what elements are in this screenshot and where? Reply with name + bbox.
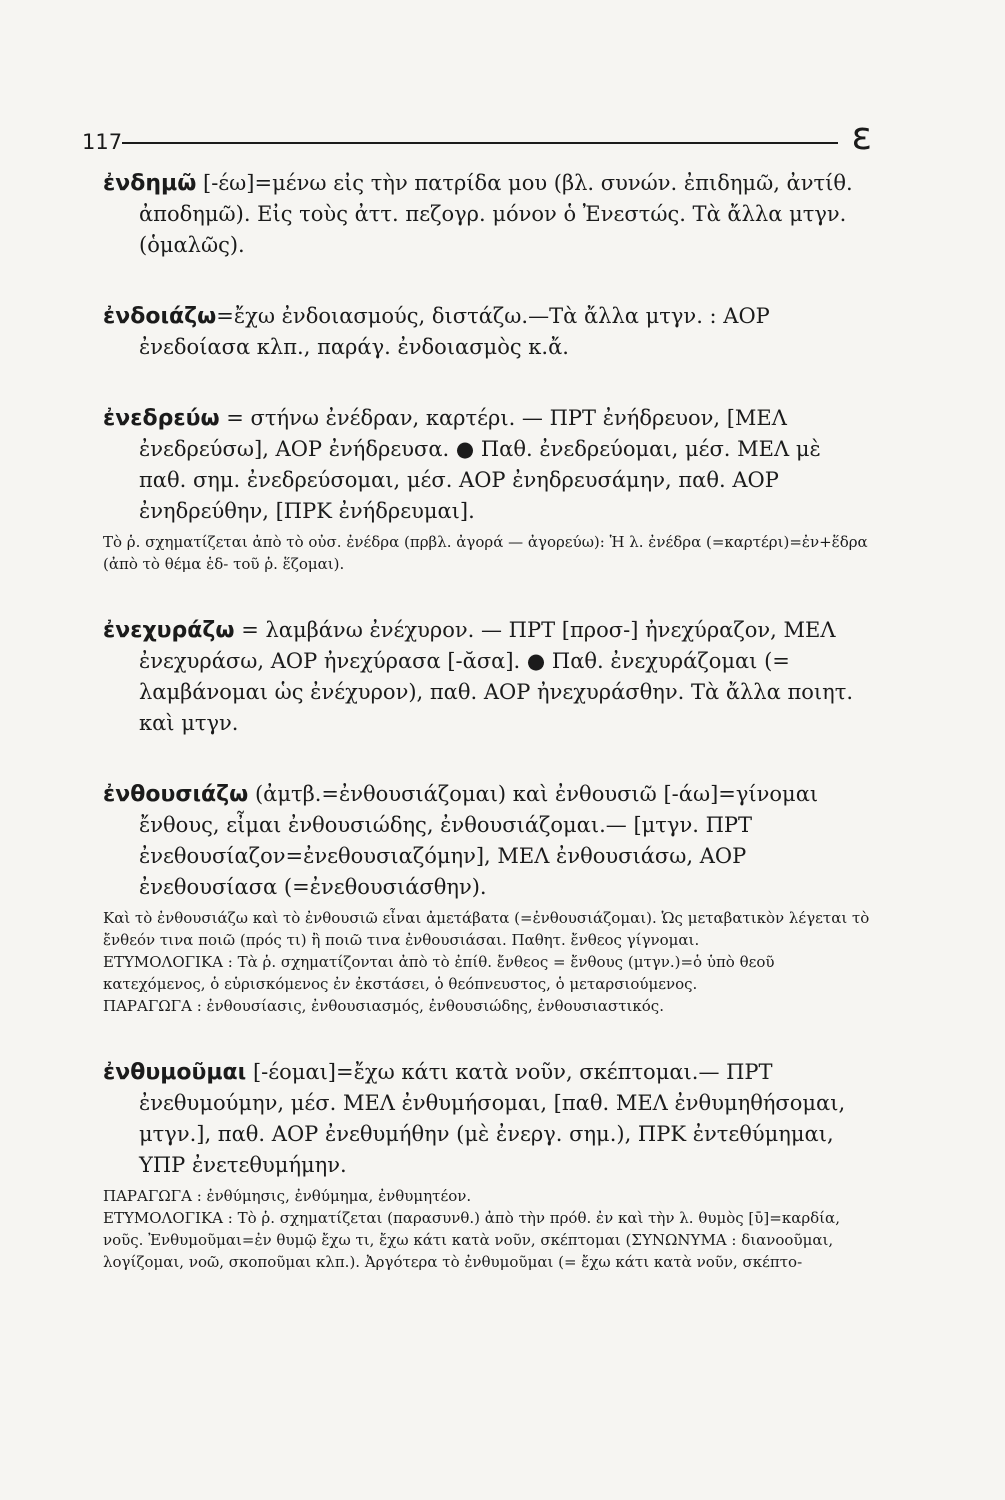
header-rule [122, 142, 838, 144]
entry-main [103, 168, 871, 261]
entry-main [103, 301, 871, 363]
entry-derivatives: ΠΑΡΑΓΩΓΑ : ἐνθουσίασις, ἐνθουσιασμός, ἐνθουσιώδης, ἐνθουσιαστικός. [103, 997, 664, 1015]
entry-lemma: ἐνεδρεύω [103, 406, 220, 431]
entry-endoiazo [103, 301, 871, 363]
entry-enedreuo [103, 403, 871, 575]
entry-endemo [103, 168, 871, 261]
entry-note: Τὸ ῥ. σχηματίζεται ἀπὸ τὸ οὐσ. ἐνέδρα (πρβλ. ἀγορά — ἀγορεύω): Ἡ λ. ἐνέδρα (=καρτέρι)=ἐν+ἕδρα (ἀπὸ τὸ θέμα ἑδ- τοῦ ῥ. ἕζομαι). [103, 533, 868, 573]
entry-etymology: ΕΤΥΜΟΛΟΓΙΚΑ : Τὸ ῥ. σχηματίζεται (παρασυνθ.) ἀπὸ τὴν πρόθ. ἐν καὶ τὴν λ. θυμὸς [ῡ]=καρδία, νοῦς. Ἐνθυμοῦμαι=ἐν θυμῷ ἔχω τι, ἔχω κάτι κατὰ νοῦν, σκέπτομαι (ΣΥΝΩΝΥΜΑ : διανοοῦμαι, λογίζομαι, νοῶ, σκοποῦμαι κλπ.). Ἀργότερα τὸ ἐνθυμοῦμαι (= ἔχω κάτι κατὰ νοῦν, σκέπτο- [103, 1209, 840, 1271]
entry-text: = στήνω ἐνέδραν, καρτέρι. — ΠΡΤ ἐνήδρευον, [ΜΕΛ ἐνεδρεύσω], ΑΟΡ ἐνήδρευσα. ● Παθ. ἐνεδρεύομαι, μέσ. ΜΕΛ μὲ παθ. σημ. ἐνεδρεύσομαι, μέσ. ΑΟΡ ἐνηδρευσάμην, παθ. ΑΟΡ ἐνηδρεύθην, [ΠΡΚ ἐνήδρευμαι]. [139, 406, 821, 523]
entry-enthousiazo [103, 779, 871, 1017]
entry-note: Καὶ τὸ ἐνθουσιάζω καὶ τὸ ἐνθουσιῶ εἶναι ἀμετάβατα (=ἐνθουσιάζομαι). Ὡς μεταβατικὸν λέγεται τὸ ἔνθεόν τινα ποιῶ (πρός τι) ἢ ποιῶ τινα ἐνθουσιάσαι. Παθητ. ἔνθεος γίγνομαι. [103, 909, 870, 949]
entry-etymology: ΕΤΥΜΟΛΟΓΙΚΑ : Τὰ ῥ. σχηματίζονται ἀπὸ τὸ ἐπίθ. ἔνθεος = ἔνθους (μτγν.)=ὁ ὑπὸ θεοῦ κατεχόμενος, ὁ εὑρισκόμενος ἐν ἐκστάσει, ὁ θεόπνευστος, ὁ μεταρσιούμενος. [103, 953, 775, 993]
entry-derivatives: ΠΑΡΑΓΩΓΑ : ἐνθύμησις, ἐνθύμημα, ἐνθυμητέον. [103, 1187, 472, 1205]
page-header [82, 114, 872, 162]
entry-text: [-έομαι]=ἔχω κάτι κατὰ νοῦν, σκέπτομαι.— ΠΡΤ ἐνεθυμούμην, μέσ. ΜΕΛ ἐνθυμήσομαι, [παθ. ΜΕΛ ἐνθυμηθήσομαι, μτγν.], παθ. ΑΟΡ ἐνεθυμήθην (μὲ ἐνεργ. σημ.), ΠΡΚ ἐντεθύμημαι, ΥΠΡ ἐνετεθυμήμην. [139, 1060, 846, 1177]
entry-lemma: ἐνδημῶ [103, 171, 197, 196]
entry-enechurazo [103, 615, 871, 739]
entry-text: =ἔχω ἐνδοιασμούς, διστάζω.—Τὰ ἄλλα μτγν. : ΑΟΡ ἐνεδοίασα κλπ., παράγ. ἐνδοιασμὸς κ.ἄ. [139, 304, 770, 359]
entry-main [103, 1057, 871, 1181]
entry-lemma: ἐνθυμοῦμαι [103, 1060, 247, 1085]
section-letter: ε [851, 114, 872, 158]
entry-enthumoumai [103, 1057, 871, 1273]
entry-main [103, 403, 871, 527]
entry-text: = λαμβάνω ἐνέχυρον. — ΠΡΤ [προσ-] ἠνεχύραζον, ΜΕΛ ἐνεχυράσω, ΑΟΡ ἠνεχύρασα [-ᾰσα]. ● Παθ. ἐνεχυράζομαι (= λαμβάνομαι ὡς ἐνέχυρον), παθ. ΑΟΡ ἠνεχυράσθην. Τὰ ἄλλα ποιητ. καὶ μτγν. [139, 618, 854, 735]
entry-main [103, 615, 871, 739]
page-number: 117 [82, 130, 123, 154]
entry-text: (ἀμτβ.=ἐνθουσιάζομαι) καὶ ἐνθουσιῶ [-άω]=γίνομαι ἔνθους, εἶμαι ἐνθουσιώδης, ἐνθουσιάζομαι.— [μτγν. ΠΡΤ ἐνεθουσίαζον=ἐνεθουσιαζόμην], ΜΕΛ ἐνθουσιάσω, ΑΟΡ ἐνεθουσίασα (=ἐνεθουσιάσθην). [139, 782, 819, 899]
entry-main [103, 779, 871, 903]
entries [103, 168, 871, 1313]
entry-lemma: ἐνδοιάζω [103, 304, 217, 329]
entry-text: [-έω]=μένω εἰς τὴν πατρίδα μου (βλ. συνών. ἐπιδημῶ, ἀντίθ. ἀποδημῶ). Εἰς τοὺς ἀττ. πεζογρ. μόνον ὁ Ἐνεστώς. Τὰ ἄλλα μτγν. (ὁμαλῶς). [139, 171, 853, 257]
entry-lemma: ἐνθουσιάζω [103, 782, 249, 807]
entry-lemma: ἐνεχυράζω [103, 618, 235, 643]
